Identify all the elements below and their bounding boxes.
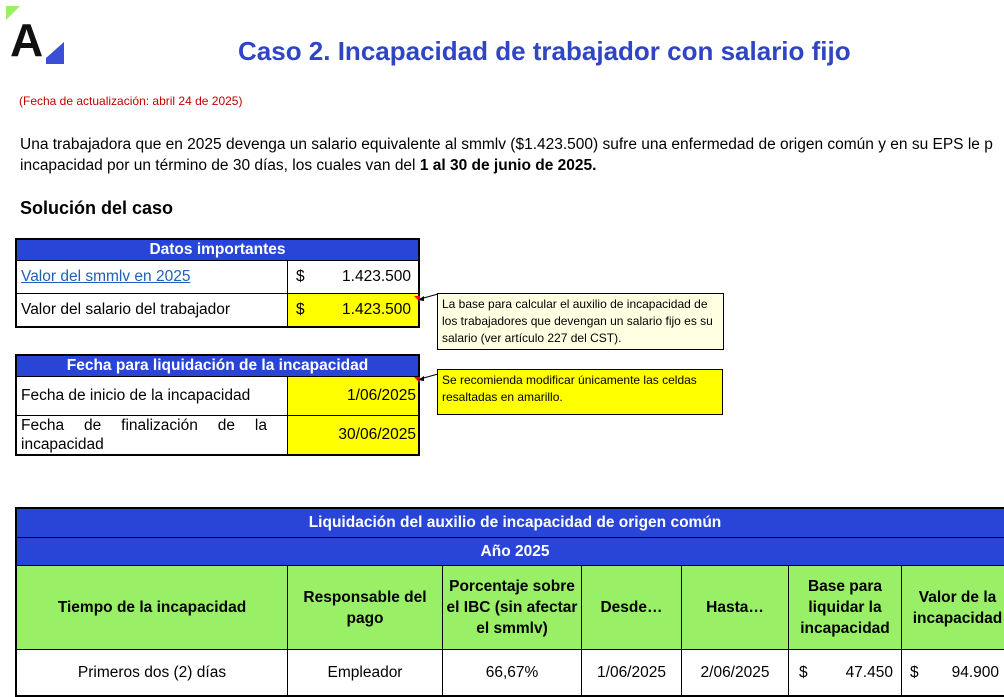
cell-base: 47.450 <box>819 650 901 697</box>
smmlv-value: 1.423.500 <box>316 261 419 294</box>
col-desde: Desde… <box>582 566 682 650</box>
end-date-input-cell[interactable]: 30/06/2025 <box>288 416 420 456</box>
liquidacion-title: Liquidación del auxilio de incapacidad de origen común <box>16 508 1004 538</box>
start-date-label: Fecha de inicio de la incapacidad <box>16 377 288 416</box>
comment-note-yellow: Se recomienda modificar únicamente las celdas resaltadas en amarillo. <box>437 369 723 415</box>
liquidacion-year: Año 2025 <box>16 538 1004 566</box>
cell-tiempo: Primeros dos (2) días <box>16 650 288 697</box>
svg-text:A: A <box>10 14 44 66</box>
fechas-table <box>15 354 420 456</box>
table-row <box>16 650 1004 697</box>
logo <box>6 6 64 66</box>
fechas-title: Fecha para liquidación de la incapacidad <box>16 355 419 377</box>
comment-note-salary: La base para calcular el auxilio de incapacidad de los trabajadores que devengan un salario fijo es su salario (ver artículo 227 del CST). <box>437 293 724 350</box>
case-description-line2: incapacidad por un término de 30 días, los cuales van del 1 al 30 de junio de 2025. <box>20 157 597 174</box>
col-valor: Valor de la incapacidad <box>901 566 1004 650</box>
smmlv-currency: $ <box>288 261 317 294</box>
cell-responsable: Empleador <box>288 650 443 697</box>
col-base: Base para liquidar la incapacidad <box>789 566 902 650</box>
page-title: Caso 2. Incapacidad de trabajador con salario fijo <box>238 36 851 66</box>
col-hasta: Hasta… <box>682 566 789 650</box>
salary-currency: $ <box>288 294 317 328</box>
col-responsable: Responsable del pago <box>288 566 443 650</box>
cell-hasta: 2/06/2025 <box>682 650 789 697</box>
salary-label: Valor del salario del trabajador <box>16 294 288 328</box>
col-porcentaje: Porcentaje sobre el IBC (sin afectar el smmlv) <box>443 566 582 650</box>
end-date-label: Fecha de finalización de la incapacidad <box>16 416 288 456</box>
datos-title: Datos importantes <box>16 239 419 261</box>
liquidacion-table <box>15 507 1004 697</box>
col-tiempo: Tiempo de la incapacidad <box>16 566 288 650</box>
update-date: (Fecha de actualización: abril 24 de 2025) <box>19 94 243 108</box>
cell-desde: 1/06/2025 <box>582 650 682 697</box>
case-description-line1: Una trabajadora que en 2025 devenga un salario equivalente al smmlv ($1.423.500) sufre una enfermedad de origen común y en su EPS le p <box>20 136 993 153</box>
cell-valor-currency: $ <box>901 650 930 697</box>
smmlv-link[interactable]: Valor del smmlv en 2025 <box>21 268 191 285</box>
cell-valor: 94.900 <box>930 650 1004 697</box>
solution-heading: Solución del caso <box>20 198 174 218</box>
salary-input-cell[interactable]: 1.423.500 <box>316 294 419 328</box>
cell-base-currency: $ <box>789 650 820 697</box>
datos-importantes-table <box>15 238 420 328</box>
start-date-input-cell[interactable]: 1/06/2025 <box>288 377 420 416</box>
cell-porcentaje: 66,67% <box>443 650 582 697</box>
